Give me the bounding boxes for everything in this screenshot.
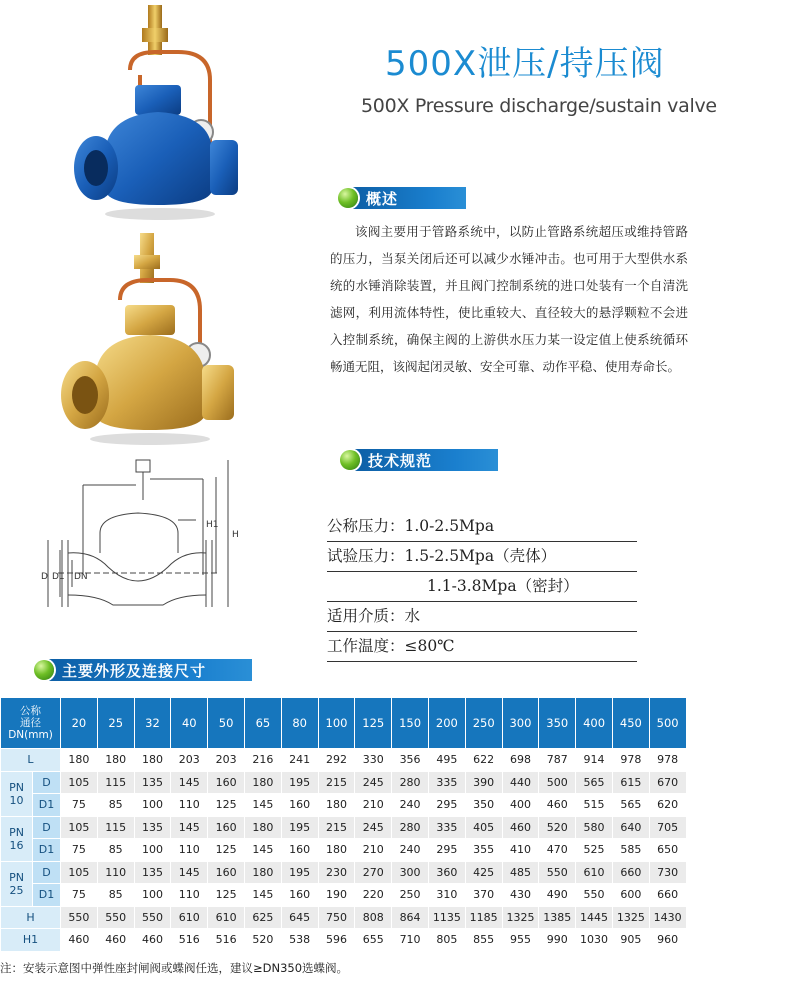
pn-label-line: PN (9, 870, 24, 884)
table-cell: 85 (97, 884, 134, 907)
table-cell: 180 (97, 749, 134, 772)
table-row (1, 929, 687, 952)
table-cell: 125 (208, 794, 245, 817)
dn-header-cell: 100 (318, 698, 355, 749)
table-cell: 805 (428, 929, 465, 952)
table-cell: 105 (61, 861, 98, 884)
table-cell: 710 (392, 929, 429, 952)
table-cell: 515 (576, 794, 613, 817)
table-cell: 787 (539, 749, 576, 772)
table-cell: 808 (355, 906, 392, 929)
pn-label-line: 16 (9, 838, 24, 852)
table-cell: 145 (244, 884, 281, 907)
table-cell: 550 (539, 861, 576, 884)
spec-value: 1.5-2.5Mpa（壳体） (404, 547, 557, 565)
table-cell: 135 (134, 771, 171, 794)
table-cell: 180 (134, 749, 171, 772)
table-cell: 100 (134, 839, 171, 862)
table-body (1, 749, 687, 952)
dim-label-dn: DN (74, 572, 88, 582)
spec-label: 工作温度： (327, 637, 405, 655)
table-cell: 356 (392, 749, 429, 772)
table-cell: 180 (61, 749, 98, 772)
pn-group-label (1, 861, 33, 906)
table-cell: 180 (318, 794, 355, 817)
table-cell: 410 (502, 839, 539, 862)
dn-header-cell: 50 (208, 698, 245, 749)
brass-valve-image (40, 225, 250, 450)
table-cell: 460 (502, 816, 539, 839)
pn-label-line: PN (9, 825, 24, 839)
table-cell: 230 (318, 861, 355, 884)
page-title: 500X泄压/持压阀 (385, 44, 665, 84)
table-cell: 240 (392, 794, 429, 817)
table-row (1, 794, 687, 817)
table-cell: 180 (244, 861, 281, 884)
table-cell: 195 (281, 771, 318, 794)
spec-value: 水 (404, 607, 421, 625)
pn-label-line: 25 (9, 883, 24, 897)
table-cell: 180 (318, 839, 355, 862)
table-cell: 245 (355, 771, 392, 794)
table-cell: 520 (244, 929, 281, 952)
section-header-dimensions (34, 657, 252, 683)
table-cell: 550 (97, 906, 134, 929)
row-label-cell: D1 (33, 884, 61, 907)
table-cell: 210 (355, 794, 392, 817)
table-cell: 565 (612, 794, 649, 817)
table-cell: 100 (134, 884, 171, 907)
table-cell: 460 (97, 929, 134, 952)
table-cell: 1135 (428, 906, 465, 929)
table-row (1, 749, 687, 772)
table-cell: 495 (428, 749, 465, 772)
table-cell: 125 (208, 884, 245, 907)
section-title: 技术规范 (354, 449, 498, 471)
dn-header-cell: 40 (171, 698, 208, 749)
table-cell: 660 (649, 884, 686, 907)
table-cell: 610 (576, 861, 613, 884)
table-cell: 405 (465, 816, 502, 839)
table-cell: 100 (134, 794, 171, 817)
table-cell: 485 (502, 861, 539, 884)
table-cell: 160 (208, 771, 245, 794)
spec-row (327, 602, 637, 632)
table-cell: 500 (539, 771, 576, 794)
table-cell: 220 (355, 884, 392, 907)
page-subtitle: 500X Pressure discharge/sustain valve (361, 95, 717, 117)
section-title: 主要外形及连接尺寸 (48, 659, 252, 681)
green-bullet-icon (340, 450, 360, 470)
spec-row (327, 512, 637, 542)
table-cell: 310 (428, 884, 465, 907)
table-cell: 270 (355, 861, 392, 884)
table-cell: 655 (355, 929, 392, 952)
pn-label-line: 10 (9, 793, 24, 807)
table-cell: 115 (97, 771, 134, 794)
table-cell: 160 (281, 884, 318, 907)
table-corner-cell (1, 698, 61, 749)
table-cell: 350 (465, 794, 502, 817)
table-cell: 355 (465, 839, 502, 862)
spec-list (327, 512, 637, 662)
spec-value: ≤80℃ (404, 637, 455, 655)
table-cell: 516 (208, 929, 245, 952)
table-cell: 180 (244, 771, 281, 794)
table-cell: 335 (428, 816, 465, 839)
table-cell: 190 (318, 884, 355, 907)
table-cell: 75 (61, 884, 98, 907)
table-cell: 525 (576, 839, 613, 862)
spec-label: 公称压力： (327, 517, 405, 535)
dimensions-table (0, 697, 687, 952)
corner-label: 公称 (20, 705, 41, 717)
table-cell: 1445 (576, 906, 613, 929)
table-cell: 400 (502, 794, 539, 817)
table-cell: 210 (355, 839, 392, 862)
valve-schematic-drawing (38, 455, 270, 623)
table-cell: 490 (539, 884, 576, 907)
table-cell: 520 (539, 816, 576, 839)
table-cell: 335 (428, 771, 465, 794)
row-label-cell: D (33, 771, 61, 794)
table-cell: 115 (97, 816, 134, 839)
table-cell: 538 (281, 929, 318, 952)
dn-header-cell: 300 (502, 698, 539, 749)
dn-header-cell: 400 (576, 698, 613, 749)
table-cell: 1385 (539, 906, 576, 929)
table-cell: 180 (244, 816, 281, 839)
overview-paragraph: 该阀主要用于管路系统中，以防止管路系统超压或维持管路的压力，当泵关闭后还可以减少水锤冲击。也可用于大型供水系统的水锤消除装置，并且阀门控制系统的进口处装有一个自清洗滤网，利用流体特性，使比重较大、直径较大的悬浮颗粒不会进入控制系统，确保主阀的上游供水压力某一设定值上使系统循环畅通无阻，该阀起闭灵敏、安全可靠、动作平稳、使用寿命长。 (330, 224, 688, 374)
table-cell: 640 (612, 816, 649, 839)
table-row (1, 861, 687, 884)
row-label-cell: D1 (33, 794, 61, 817)
table-cell: 203 (171, 749, 208, 772)
table-cell: 610 (208, 906, 245, 929)
spec-label: 试验压力： (327, 547, 405, 565)
table-cell: 292 (318, 749, 355, 772)
table-cell: 550 (61, 906, 98, 929)
table-cell: 135 (134, 816, 171, 839)
table-cell: 565 (576, 771, 613, 794)
table-cell: 160 (208, 861, 245, 884)
dim-label-d1: D1 (52, 572, 65, 582)
table-cell: 160 (281, 839, 318, 862)
table-cell: 1325 (502, 906, 539, 929)
table-cell: 110 (171, 839, 208, 862)
table-cell: 600 (612, 884, 649, 907)
row-label-cell: H (1, 906, 61, 929)
table-cell: 110 (97, 861, 134, 884)
table-row (1, 906, 687, 929)
table-cell: 864 (392, 906, 429, 929)
table-cell: 241 (281, 749, 318, 772)
table-row (1, 884, 687, 907)
blue-valve-image (70, 0, 240, 225)
table-cell: 650 (649, 839, 686, 862)
section-header-spec (340, 447, 498, 473)
table-cell: 203 (208, 749, 245, 772)
dn-header-cell: 125 (355, 698, 392, 749)
table-cell: 145 (171, 861, 208, 884)
table-cell: 160 (281, 794, 318, 817)
table-cell: 1185 (465, 906, 502, 929)
table-cell: 990 (539, 929, 576, 952)
table-cell: 390 (465, 771, 502, 794)
table-cell: 580 (576, 816, 613, 839)
row-label-cell: L (1, 749, 61, 772)
table-cell: 370 (465, 884, 502, 907)
table-cell: 596 (318, 929, 355, 952)
table-cell: 440 (502, 771, 539, 794)
dn-header-cell: 25 (97, 698, 134, 749)
table-cell: 145 (171, 771, 208, 794)
table-cell: 905 (612, 929, 649, 952)
dn-header-cell: 250 (465, 698, 502, 749)
table-cell: 300 (392, 861, 429, 884)
dn-header-cell: 65 (244, 698, 281, 749)
table-cell: 105 (61, 816, 98, 839)
table-cell: 295 (428, 839, 465, 862)
corner-label: DN(mm) (8, 729, 53, 741)
spec-row (327, 542, 637, 572)
dn-header-cell: 450 (612, 698, 649, 749)
table-cell: 660 (612, 861, 649, 884)
table-cell: 145 (244, 839, 281, 862)
table-cell: 960 (649, 929, 686, 952)
table-row (1, 771, 687, 794)
pn-label-line: PN (9, 780, 24, 794)
table-cell: 470 (539, 839, 576, 862)
dn-header-cell: 20 (61, 698, 98, 749)
table-cell: 280 (392, 816, 429, 839)
spec-label: 适用介质： (327, 607, 405, 625)
table-cell: 125 (208, 839, 245, 862)
table-cell: 1325 (612, 906, 649, 929)
spec-row (327, 632, 637, 662)
table-cell: 195 (281, 861, 318, 884)
table-cell: 460 (539, 794, 576, 817)
dn-header-cell: 350 (539, 698, 576, 749)
table-cell: 550 (134, 906, 171, 929)
table-cell: 240 (392, 839, 429, 862)
table-cell: 215 (318, 816, 355, 839)
table-header-row (1, 698, 687, 749)
corner-label: 通径 (20, 717, 41, 729)
spec-value: 1.1-3.8Mpa（密封） (427, 577, 579, 595)
table-cell: 110 (171, 794, 208, 817)
table-cell: 730 (649, 861, 686, 884)
table-cell: 914 (576, 749, 613, 772)
green-bullet-icon (338, 188, 358, 208)
table-cell: 460 (134, 929, 171, 952)
row-label-cell: D (33, 816, 61, 839)
section-title: 概述 (352, 187, 466, 209)
table-cell: 75 (61, 839, 98, 862)
table-cell: 955 (502, 929, 539, 952)
row-label-cell: D (33, 861, 61, 884)
dim-label-h: H (232, 530, 239, 540)
table-cell: 615 (612, 771, 649, 794)
table-cell: 705 (649, 816, 686, 839)
green-bullet-icon (34, 660, 54, 680)
table-cell: 280 (392, 771, 429, 794)
table-row (1, 839, 687, 862)
dim-label-h1: H1 (206, 520, 219, 530)
table-cell: 425 (465, 861, 502, 884)
table-cell: 978 (612, 749, 649, 772)
table-cell: 1430 (649, 906, 686, 929)
dn-header-cell: 150 (392, 698, 429, 749)
dn-header-cell: 32 (134, 698, 171, 749)
dn-header-cell: 80 (281, 698, 318, 749)
table-cell: 622 (465, 749, 502, 772)
table-cell: 460 (61, 929, 98, 952)
table-cell: 85 (97, 839, 134, 862)
table-cell: 215 (318, 771, 355, 794)
table-cell: 550 (576, 884, 613, 907)
table-cell: 295 (428, 794, 465, 817)
table-cell: 330 (355, 749, 392, 772)
dim-label-d: D (41, 572, 48, 582)
table-cell: 610 (171, 906, 208, 929)
table-cell: 216 (244, 749, 281, 772)
table-cell: 85 (97, 794, 134, 817)
table-cell: 75 (61, 794, 98, 817)
table-cell: 105 (61, 771, 98, 794)
overview-text-block (330, 218, 688, 380)
table-cell: 750 (318, 906, 355, 929)
table-cell: 698 (502, 749, 539, 772)
table-row (1, 816, 687, 839)
table-cell: 135 (134, 861, 171, 884)
table-cell: 625 (244, 906, 281, 929)
table-cell: 430 (502, 884, 539, 907)
table-cell: 110 (171, 884, 208, 907)
table-cell: 145 (244, 794, 281, 817)
table-cell: 516 (171, 929, 208, 952)
table-cell: 978 (649, 749, 686, 772)
table-cell: 855 (465, 929, 502, 952)
table-cell: 670 (649, 771, 686, 794)
dn-header-cell: 200 (428, 698, 465, 749)
spec-value: 1.0-2.5Mpa (404, 517, 495, 535)
dn-header-cell: 500 (649, 698, 686, 749)
table-cell: 160 (208, 816, 245, 839)
table-cell: 145 (171, 816, 208, 839)
row-label-cell: H1 (1, 929, 61, 952)
table-cell: 585 (612, 839, 649, 862)
table-cell: 195 (281, 816, 318, 839)
table-cell: 250 (392, 884, 429, 907)
table-cell: 360 (428, 861, 465, 884)
table-cell: 645 (281, 906, 318, 929)
spec-row (327, 572, 637, 602)
row-label-cell: D1 (33, 839, 61, 862)
pn-group-label (1, 771, 33, 816)
table-cell: 1030 (576, 929, 613, 952)
table-cell: 245 (355, 816, 392, 839)
footnote: 注：安装示意图中弹性座封闸阀或蝶阀任选，建议≥DN350选蝶阀。 (0, 961, 349, 975)
section-header-overview (338, 185, 466, 211)
pn-group-label (1, 816, 33, 861)
table-cell: 620 (649, 794, 686, 817)
